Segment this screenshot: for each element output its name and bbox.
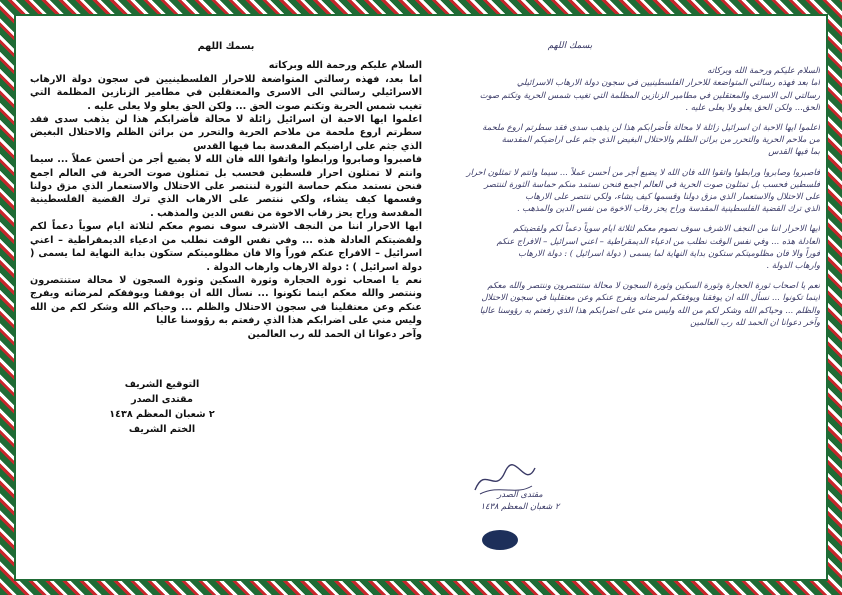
signature-name: مقتدى الصدر <box>131 393 193 405</box>
handwritten-line: على الاحتلال والاستعمار الذي مزق دولنا وقسمها كيف يشاء، ولكي ننتصر على الارهاب <box>525 191 820 202</box>
handwritten-line: الذي ترك القضية الفلسطينية المقدسة وراح يحز رقاب الاخوة من نفس الدين والمذهب . <box>516 203 820 214</box>
typed-paragraph-2: اعلموا ايها الاحبة ان اسرائيل زائلة لا محالة فأضرابكم هذا لن يذهب سدى فقد سطرتم اروع ملحمة من ملاحم الحرية والتحرر من براثن الظلم والاحتلال البغيض الذي جثم على اراضيكم المقدسة بما فيها القدس <box>30 114 422 152</box>
handwritten-line: فاصبروا وصابروا ورابطوا واتقوا الله فان الله لا يضيع أجر من أحسن عملاً ... سيما وانتم لا تمثلون احرار <box>466 166 820 177</box>
typed-paragraph-1: اما بعد، فهذه رسالتي المتواضعة للاحرار الفلسطينيين في سجون دولة الارهاب الاسرائيلي رسالتي الى الاسرى والمعتقلين في مطامير الزنازين المظلمة التي تغيب شمس الحرية وتكتم صوت الحق ... ولكن الحق يعلو ولا يعلى عليه . <box>30 73 422 112</box>
handwritten-line: فلسطين فحسب بل تمثلون صوت الحرية في العالم اجمع فنحن نستمد منكم حماسة الثورة لننتصر <box>484 178 820 189</box>
handwritten-line: اينما تكونوا ... نسأل الله ان يوفقنا ويوفقكم لمرضاته ويفرج عنكم وعن معتقلينا في سجون الاحتلال <box>481 292 820 303</box>
signature-label: التوقيع الشريف <box>124 378 200 390</box>
handwritten-line: اما بعد فهذه رسالتي المتواضعة للاحرار الفلسطينيين في سجون دولة الارهاب الاسرائيلي <box>516 77 820 88</box>
handwritten-signature-area <box>460 460 600 550</box>
typed-basmala: بسمك اللهم <box>197 41 255 52</box>
line-gap <box>440 113 820 121</box>
line-gap <box>440 158 820 166</box>
handwritten-line: وآخر دعوانا ان الحمد لله رب العالمين <box>690 316 820 327</box>
handwritten-line: رسالتي الى الاسرى والمعتقلين في مطامير الزنازين المظلمة التي تغيب شمس الحرية وتكتم صوت <box>479 89 820 100</box>
handwritten-line: ايها الاحرار اننا من النجف الاشرف سوف نصوم معكم لثلاثة ايام سوياً دعماً لكم ولقضيتكم <box>513 223 820 234</box>
handwritten-line: السلام عليكم ورحمة الله وبركاته <box>707 65 820 76</box>
typed-paragraph-3: فاصبروا وصابروا ورابطوا واتقوا الله فان الله لا يضيع أجر من أحسن عملاً ... سيما وانتم لا تمثلون احرار فلسطين فحسب بل تمثلون صوت الحرية في العالم اجمع فنحن نستمد منكم حماسة الثورة لننتصر على الاحتلال والاستعمار الذي مزق دولنا وقسمها كيف يشاء، ولكي ننتصر على الارهاب الذي ترك القضية الفلسطينية المقدسة وراح يحز رقاب الاخوة من نفس الدين والمذهب . <box>30 154 422 219</box>
handwritten-line: وارهاب الدولة . <box>766 260 820 271</box>
handwritten-line: فوراً والا فان مظلوميتكم ستكون بداية النهاية لما يسمى ( دولة اسرائيل ) : دولة الارهاب <box>518 247 820 258</box>
line-gap <box>440 214 820 222</box>
typed-paragraph-5: نعم يا اصحاب ثورة الحجارة وثورة السكين وثورة السجون لا محالة ستنتصرون وننتصر والله معكم اينما تكونوا ... نسأل الله ان يوفقنا ويوفقكم لمرضاته ويفرج عنكم وعن معتقلينا في سجون الاحتلال والظلم ... وحياكم الله وشكر لكم من الله وليس مني على اضرابكم هذا الذي رفعتم به رؤوسنا عاليا <box>30 274 422 327</box>
seal-stamp-icon <box>482 530 518 550</box>
typed-paragraph-closing: وآخر دعوانا ان الحمد لله رب العالمين <box>247 328 422 340</box>
typed-signature-block <box>82 377 242 437</box>
handwritten-line: بما فيها القدس <box>768 146 820 157</box>
handwritten-line: الحق... ولكن الحق يعلو ولا يعلى عليه . <box>685 101 820 112</box>
handwritten-letter <box>440 40 820 550</box>
typed-paragraph-4: ايها الاحرار اننا من النجف الاشرف سوف نصوم معكم لثلاثة ايام سوياً دعماً لكم ولقضيتكم العادلة هذه ... وفي نفس الوقت نطلب من ادعياء الديمقراطية – اعني اسرائيل – الافراج عنكم فوراً والا فان مظلوميتكم ستكون بداية النهاية لما يسمى ( دولة اسرائيل ) : دولة الارهاب وارهاب الدولة . <box>30 221 422 273</box>
typed-letter <box>30 40 422 550</box>
signature-date: ٢ شعبان المعظم ١٤٣٨ <box>109 408 215 420</box>
handwritten-basmala: بسمك اللهم <box>547 41 593 51</box>
handwritten-line: والظلم ... وحياكم الله وشكر لكم من الله وليس مني على اضرابكم هذا الذي رفعتم به رؤوسنا عاليا <box>479 304 820 315</box>
handwritten-line: نعم يا اصحاب ثورة الحجارة وثورة السكين وثورة السجون لا محالة ستنتصرون وننتصر والله معكم <box>487 280 820 291</box>
handwritten-signature-name: مقتدى الصدر <box>497 489 543 499</box>
line-gap <box>440 271 820 279</box>
typed-paragraph-greeting: السلام عليكم ورحمة الله وبركاته <box>268 60 422 72</box>
seal-label: الختم الشريف <box>128 423 196 435</box>
handwritten-line: العادلة هذه ... وفي نفس الوقت نطلب من ادعياء الديمقراطية – اعني اسرائيل – الافراج عنكم <box>496 235 820 246</box>
handwritten-signature-text <box>460 488 580 512</box>
handwritten-line: اعلموا ايها الاحبة ان اسرائيل زائلة لا محالة فأضرابكم هذا لن يذهب سدى فقد سطرتم اروع ملحمة <box>482 122 820 133</box>
handwritten-signature-date: ٢ شعبان المعظم ١٤٣٨ <box>480 501 560 511</box>
handwritten-lines <box>440 64 820 328</box>
handwritten-line: من ملاحم الحرية والتحرر من براثن الظلم والاحتلال البغيض الذي جثم على اراضيكم المقدسة <box>501 134 820 145</box>
